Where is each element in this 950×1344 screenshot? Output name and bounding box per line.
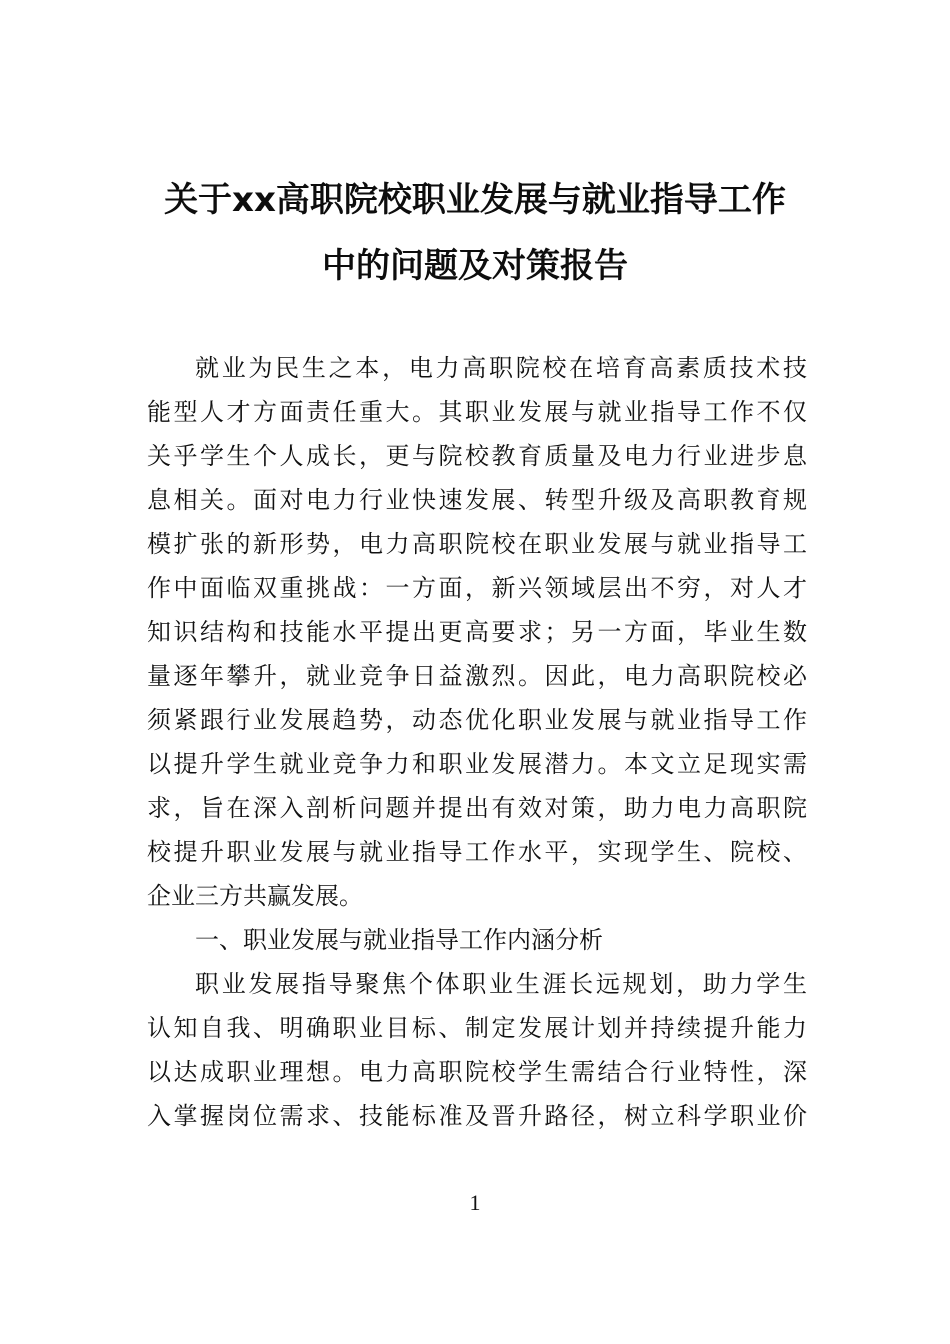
paragraph-line: 知识结构和技能水平提出更高要求；另一方面，毕业生数 bbox=[147, 618, 807, 646]
document-title-line-2: 中的问题及对策报告 bbox=[322, 246, 628, 286]
paragraph-line: 作中面临双重挑战：一方面，新兴领域层出不穷，对人才 bbox=[147, 574, 807, 602]
paragraph-line: 能型人才方面责任重大。其职业发展与就业指导工作不仅 bbox=[147, 398, 807, 426]
paragraph-line: 关乎学生个人成长，更与院校教育质量及电力行业进步息 bbox=[147, 442, 807, 470]
page-number: 1 bbox=[469, 1190, 481, 1215]
paragraph-line: 认知自我、明确职业目标、制定发展计划并持续提升能力 bbox=[147, 1014, 807, 1042]
paragraph-line: 须紧跟行业发展趋势，动态优化职业发展与就业指导工作 bbox=[147, 706, 807, 734]
paragraph-line: 入掌握岗位需求、技能标准及晋升路径，树立科学职业价 bbox=[147, 1102, 807, 1130]
paragraph-line: 模扩张的新形势，电力高职院校在职业发展与就业指导工 bbox=[147, 530, 807, 558]
document-title-line-1: 关于xx高职院校职业发展与就业指导工作 bbox=[164, 180, 786, 220]
paragraph-line: 校提升职业发展与就业指导工作水平，实现学生、院校、 bbox=[147, 838, 807, 866]
paragraph-line: 息相关。面对电力行业快速发展、转型升级及高职教育规 bbox=[147, 486, 807, 514]
paragraph-line: 以达成职业理想。电力高职院校学生需结合行业特性，深 bbox=[147, 1058, 807, 1086]
paragraph-line: 以提升学生就业竞争力和职业发展潜力。本文立足现实需 bbox=[147, 750, 807, 778]
section-heading-1: 一、职业发展与就业指导工作内涵分析 bbox=[195, 926, 603, 954]
paragraph-line: 就业为民生之本，电力高职院校在培育高素质技术技 bbox=[195, 354, 807, 382]
paragraph-line: 求，旨在深入剖析问题并提出有效对策，助力电力高职院 bbox=[147, 794, 807, 822]
paragraph-line: 量逐年攀升，就业竞争日益激烈。因此，电力高职院校必 bbox=[147, 662, 807, 690]
paragraph-line: 职业发展指导聚焦个体职业生涯长远规划，助力学生 bbox=[195, 970, 807, 998]
paragraph-line: 企业三方共赢发展。 bbox=[147, 882, 363, 910]
